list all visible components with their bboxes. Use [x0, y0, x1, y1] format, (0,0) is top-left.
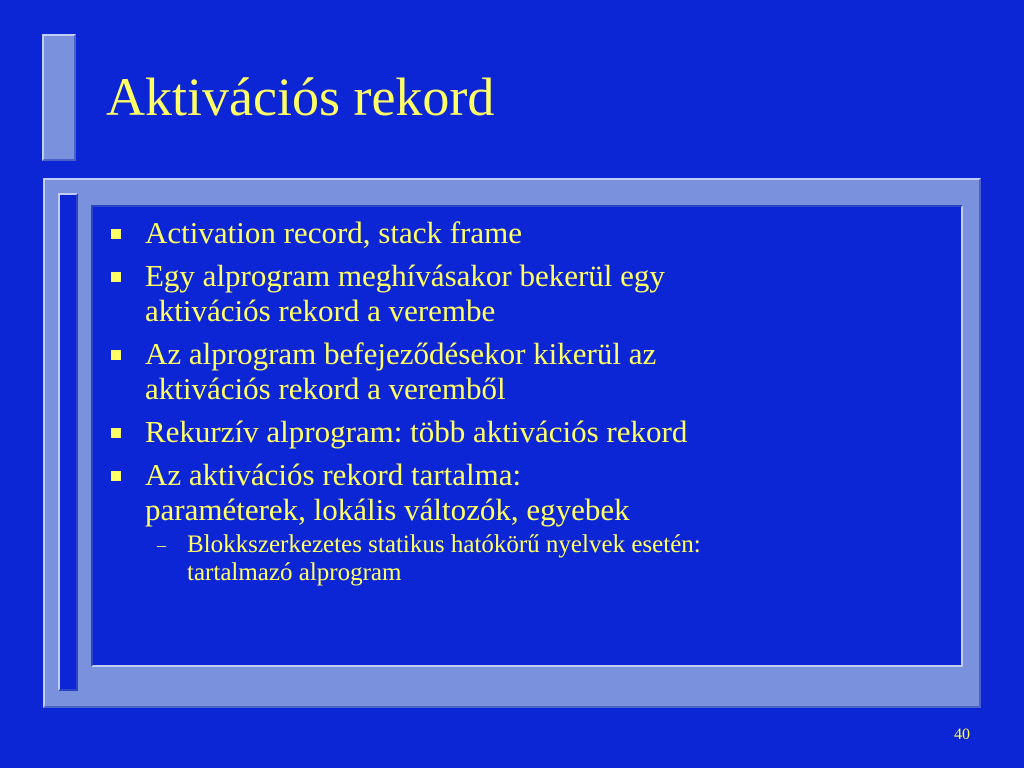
bullet-line: Activation record, stack frame	[145, 215, 522, 250]
sub-bullet-line: tartalmazó alprogram	[187, 559, 402, 586]
content-panel	[91, 205, 963, 667]
frame-left-strip	[58, 193, 78, 691]
slide-title: Aktivációs rekord	[106, 67, 495, 127]
page-number: 40	[954, 726, 970, 743]
sub-bullet-item	[145, 531, 953, 587]
square-bullet-icon	[111, 350, 121, 360]
title-accent-bar	[42, 34, 76, 161]
bullet-line: Az alprogram befejeződésekor kikerül az	[145, 336, 657, 371]
bullet-item	[93, 414, 953, 449]
square-bullet-icon	[111, 471, 121, 481]
bullet-line: Az aktivációs rekord tartalma:	[145, 457, 522, 492]
square-bullet-icon	[111, 428, 121, 438]
square-bullet-icon	[111, 229, 121, 239]
bullet-line: Egy alprogram meghívásakor bekerül egy	[145, 258, 665, 293]
bullet-line: aktivációs rekord a veremből	[145, 371, 506, 406]
bullet-item	[93, 457, 953, 587]
bullet-item	[93, 336, 953, 406]
sub-bullet-list	[145, 531, 953, 587]
square-bullet-icon	[111, 272, 121, 282]
bullet-line: Rekurzív alprogram: több aktivációs rekord	[145, 414, 688, 449]
bullet-item	[93, 215, 953, 250]
bullet-item	[93, 258, 953, 328]
sub-bullet-line: Blokkszerkezetes statikus hatókörű nyelvek esetén:	[187, 531, 701, 558]
bullet-list	[93, 215, 953, 595]
bullet-line: paraméterek, lokális változók, egyebek	[145, 492, 630, 527]
dash-bullet-icon: –	[157, 535, 166, 555]
bullet-line: aktivációs rekord a verembe	[145, 293, 496, 328]
